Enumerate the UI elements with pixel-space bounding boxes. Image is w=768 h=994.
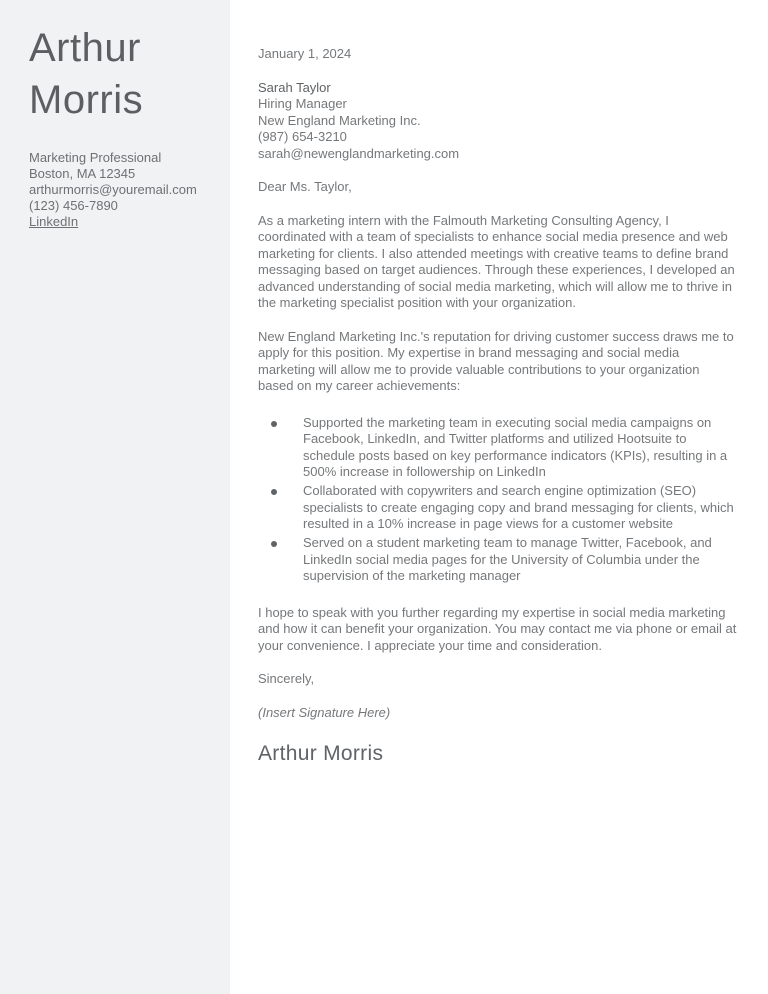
signature-placeholder: (Insert Signature Here) (258, 704, 391, 720)
paragraph-closing: I hope to speak with you further regarding my expertise in social media marketing and how it can benefit your organization. You may contact me via phone or email at your convenience. I appreciate your time and consideration. (258, 604, 737, 653)
applicant-location: Boston, MA 12345 (29, 166, 136, 181)
recipient-phone: (987) 654-3210 (258, 129, 347, 144)
recipient-block (258, 80, 738, 163)
list-item (258, 483, 738, 533)
list-item (258, 535, 738, 585)
recipient-name: Sarah Taylor (258, 79, 331, 95)
paragraph-body: New England Marketing Inc.'s reputation for driving customer success draws me to apply for this position. My expertise in brand messaging and social media marketing will allow me to provide valuable contributions to your organization based on my career achievements: (258, 328, 734, 393)
bullet-icon (271, 421, 277, 427)
paragraph-intro: As a marketing intern with the Falmouth Marketing Consulting Agency, I coordinated with a team of specialists to enhance social media presence and web marketing for clients. I also attended meetings with creative teams to define brand messaging based on target audiences. Through these experiences, I developed an advanced understanding of social media marketing, which will allow me to thrive in the marketing specialist position with your organization. (258, 212, 735, 310)
contact-block (29, 150, 204, 230)
recipient-title: Hiring Manager (258, 96, 347, 111)
list-item (258, 415, 738, 481)
sign-off: Sincerely, (258, 671, 315, 686)
letter-body (230, 0, 768, 994)
bullet-icon (271, 541, 277, 547)
bullet-icon (271, 489, 277, 495)
applicant-phone: (123) 456-7890 (29, 198, 118, 213)
linkedin-link[interactable]: LinkedIn (29, 214, 79, 229)
sidebar (0, 0, 230, 994)
signature-name: Arthur Morris (258, 742, 384, 765)
applicant-name: Arthur Morris (29, 26, 144, 122)
recipient-company: New England Marketing Inc. (258, 112, 421, 128)
applicant-title: Marketing Professional (29, 150, 162, 165)
recipient-email: sarah@newenglandmarketing.com (258, 145, 460, 161)
achievement-text: Served on a student marketing team to manage Twitter, Facebook, and LinkedIn social media pages for the University of Columbia under the supervision of the marketing manager (303, 535, 712, 583)
salutation: Dear Ms. Taylor, (258, 179, 352, 194)
letter-date: January 1, 2024 (258, 46, 352, 61)
achievements-list (258, 415, 738, 585)
achievement-text: Supported the marketing team in executing social media campaigns on Facebook, LinkedIn, and Twitter platforms and utilized Hootsuite to schedule posts based on key performance indicators (KPIs), resulting in a 500% increase in followership on LinkedIn (303, 414, 728, 479)
achievement-text: Collaborated with copywriters and search engine optimization (SEO) specialists to create engaging copy and brand messaging for clients, which resulted in a 10% increase in page views for a customer website (303, 483, 734, 531)
applicant-email: arthurmorris@youremail.com (29, 182, 197, 197)
